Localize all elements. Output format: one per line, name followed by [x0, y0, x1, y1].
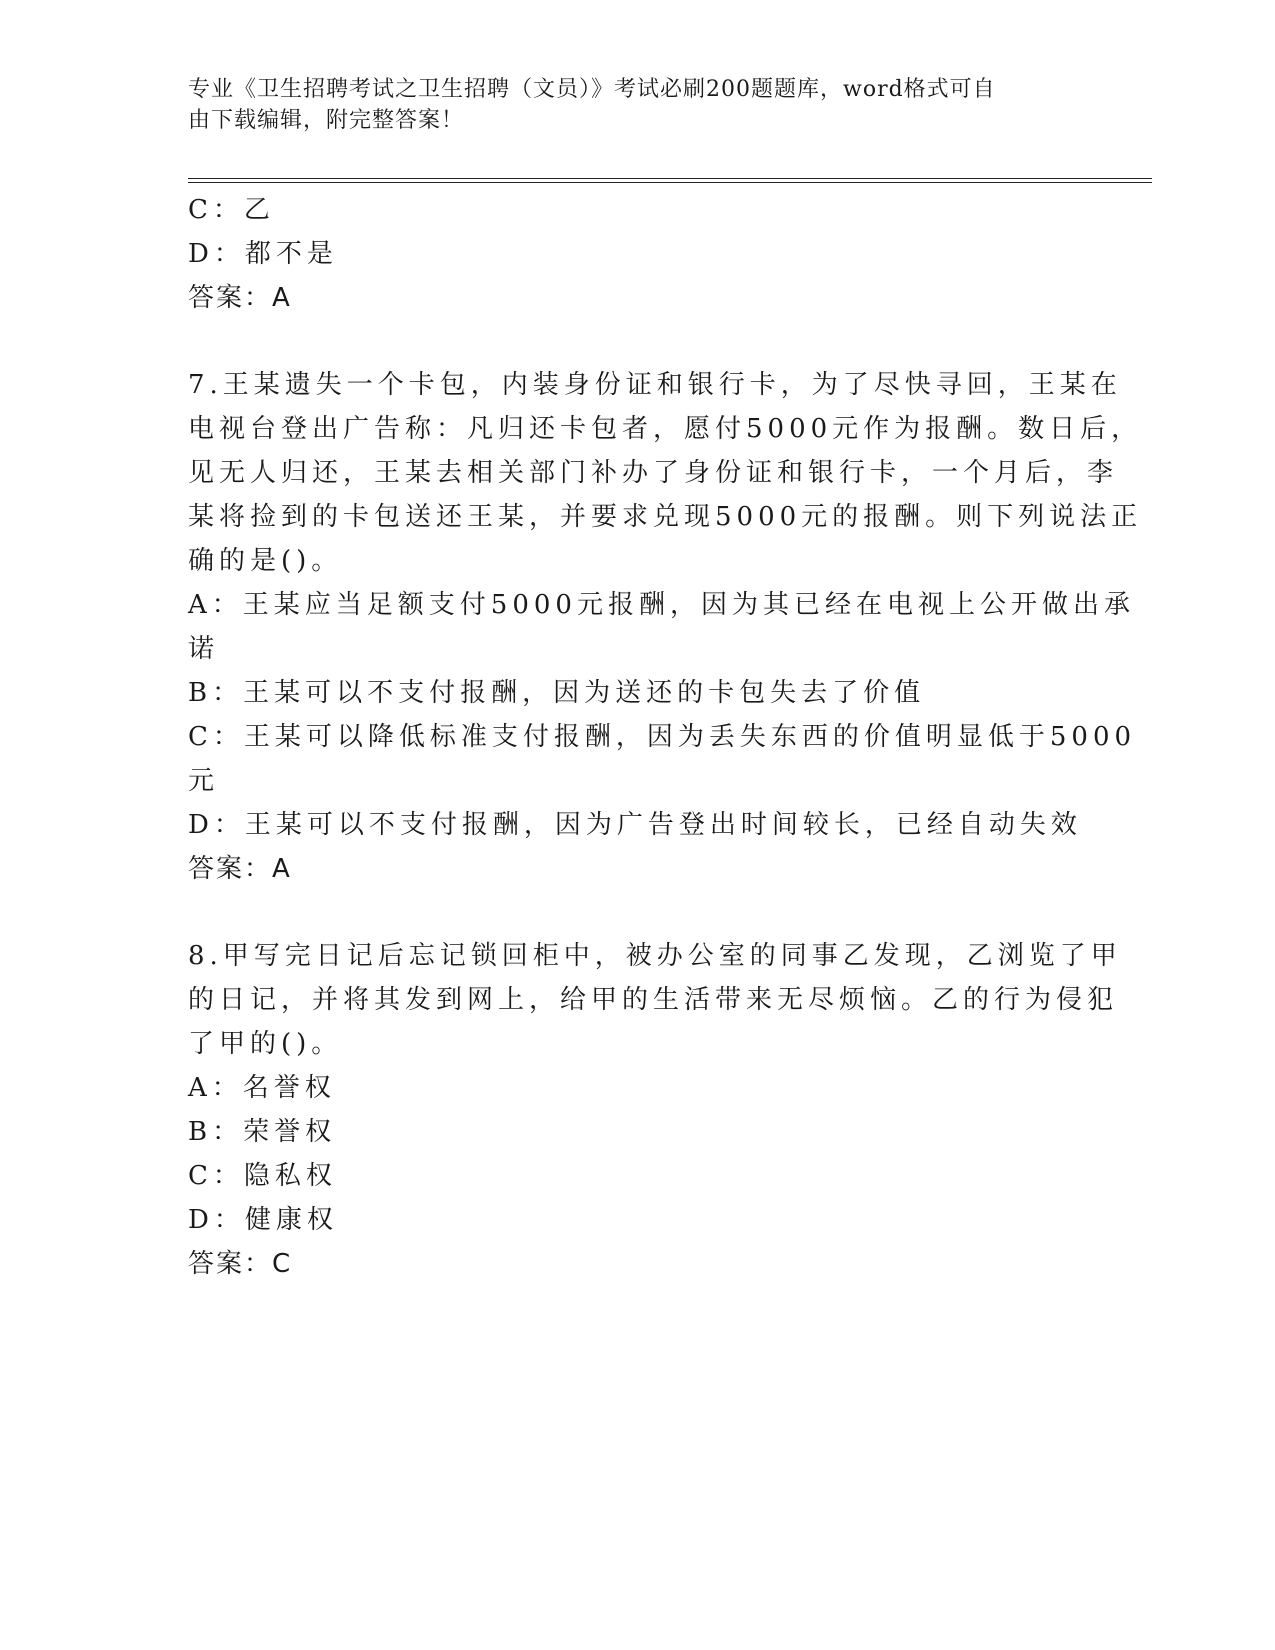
q8-stem-line-2: 的日记，并将其发到网上，给甲的生活带来无尽烦恼。乙的行为侵犯: [188, 985, 1119, 1015]
prev-option-d: D：都不是: [188, 239, 338, 269]
q7-option-c: C：王某可以降低标准支付报酬，因为丢失东西的价值明显低于5000: [188, 722, 1137, 752]
q8-stem-line-1: 8.甲写完日记后忘记锁回柜中，被办公室的同事乙发现，乙浏览了甲: [188, 941, 1122, 971]
header-line-1: 专业《卫生招聘考试之卫生招聘（文员）》考试必刷200题题库，word格式可自: [188, 77, 996, 102]
q7-stem-line-2: 电视台登出广告称：凡归还卡包者，愿付5000元作为报酬。数日后，: [188, 414, 1143, 444]
q7-stem-line-3: 见无人归还，王某去相关部门补办了身份证和银行卡，一个月后，李: [188, 458, 1119, 488]
q7-stem-line-4: 某将捡到的卡包送还王某，并要求兑现5000元的报酬。则下列说法正: [188, 502, 1143, 532]
q7-option-d: D：王某可以不支付报酬，因为广告登出时间较长，已经自动失效: [188, 810, 1082, 840]
q8-option-b: B：荣誉权: [188, 1117, 337, 1147]
q7-stem-line-1: 7.王某遗失一个卡包，内装身份证和银行卡，为了尽快寻回，王某在: [188, 370, 1122, 400]
q7-option-a-cont: 诺: [188, 634, 220, 664]
prev-option-c: C：乙: [188, 195, 275, 225]
header-divider-bottom: [188, 182, 1152, 183]
q8-answer: 答案：C: [188, 1249, 293, 1279]
q7-option-a: A：王某应当足额支付5000元报酬，因为其已经在电视上公开做出承: [188, 590, 1135, 620]
prev-answer: 答案：A: [188, 283, 292, 313]
header-divider-top: [188, 178, 1152, 179]
document-header: [188, 74, 1088, 136]
header-line-2: 由下载编辑，附完整答案！: [188, 108, 465, 133]
q7-stem-line-5: 确的是()。: [188, 546, 343, 576]
q7-answer: 答案：A: [188, 854, 292, 884]
q7-option-c-cont: 元: [188, 766, 220, 796]
q8-stem-line-3: 了甲的()。: [188, 1029, 343, 1059]
q7-option-b: B：王某可以不支付报酬，因为送还的卡包失去了价值: [188, 678, 926, 708]
q8-option-d: D：健康权: [188, 1205, 338, 1235]
q8-option-c: C：隐私权: [188, 1161, 337, 1191]
q8-option-a: A：名誉权: [188, 1073, 336, 1103]
